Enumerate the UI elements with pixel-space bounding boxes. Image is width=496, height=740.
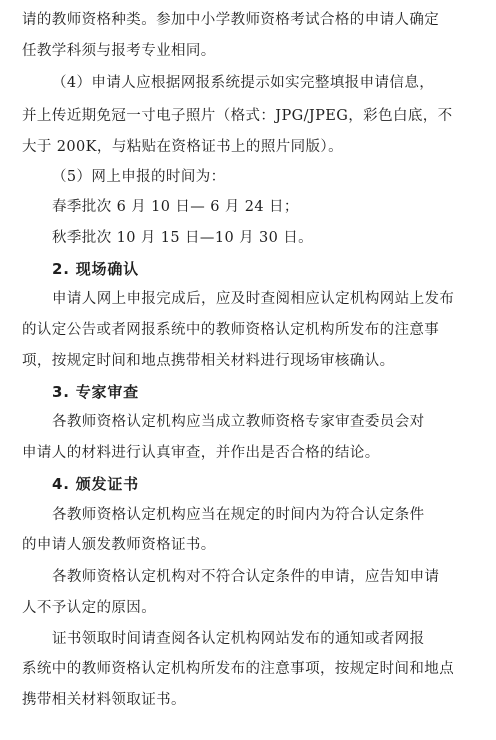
text-line: 各教师资格认定机构对不符合认定条件的申请，应告知申请 [52,569,440,585]
text-line: 证书领取时间请查阅各认定机构网站发布的通知或者网报 [52,631,425,647]
text-line: 人不予认定的原因。 [22,600,157,616]
text-line: 各教师资格认定机构应当在规定的时间内为符合认定条件 [52,507,425,523]
text-line: （4）申请人应根据网报系统提示如实完整填报申请信息， [52,75,435,91]
text-line: 大于 200K，与粘贴在资格证书上的照片同版）。 [22,139,343,155]
text-line: 携带相关材料领取证书。 [22,692,186,708]
text-line: 任教学科须与报考专业相同。 [22,43,216,59]
text-line: （5）网上申报的时间为： [52,169,226,185]
text-line: 秋季批次 10 月 15 日—10 月 30 日。 [52,230,314,246]
text-line: 各教师资格认定机构应当成立教师资格专家审查委员会对 [52,414,425,430]
text-line: 系统中的教师资格认定机构所发布的注意事项，按规定时间和地点 [22,661,455,677]
text-line: 的申请人颁发教师资格证书。 [22,537,216,553]
section-heading: 3. 专家审查 [52,383,139,401]
text-line: 的认定公告或者网报系统中的教师资格认定机构所发布的注意事 [22,322,440,338]
text-line: 项，按规定时间和地点携带相关材料进行现场审核确认。 [22,353,395,369]
text-line: 并上传近期免冠一寸电子照片（格式：JPG/JPEG，彩色白底，不 [22,108,453,124]
section-heading: 4. 颁发证书 [52,475,139,493]
text-line: 请的教师资格种类。参加中小学教师资格考试合格的申请人确定 [22,12,440,28]
section-heading: 2. 现场确认 [52,260,139,278]
text-line: 申请人的材料进行认真审查，并作出是否合格的结论。 [22,445,380,461]
text-line: 春季批次 6 月 10 日— 6 月 24 日； [52,199,299,215]
text-line: 申请人网上申报完成后，应及时查阅相应认定机构网站上发布 [52,291,455,307]
